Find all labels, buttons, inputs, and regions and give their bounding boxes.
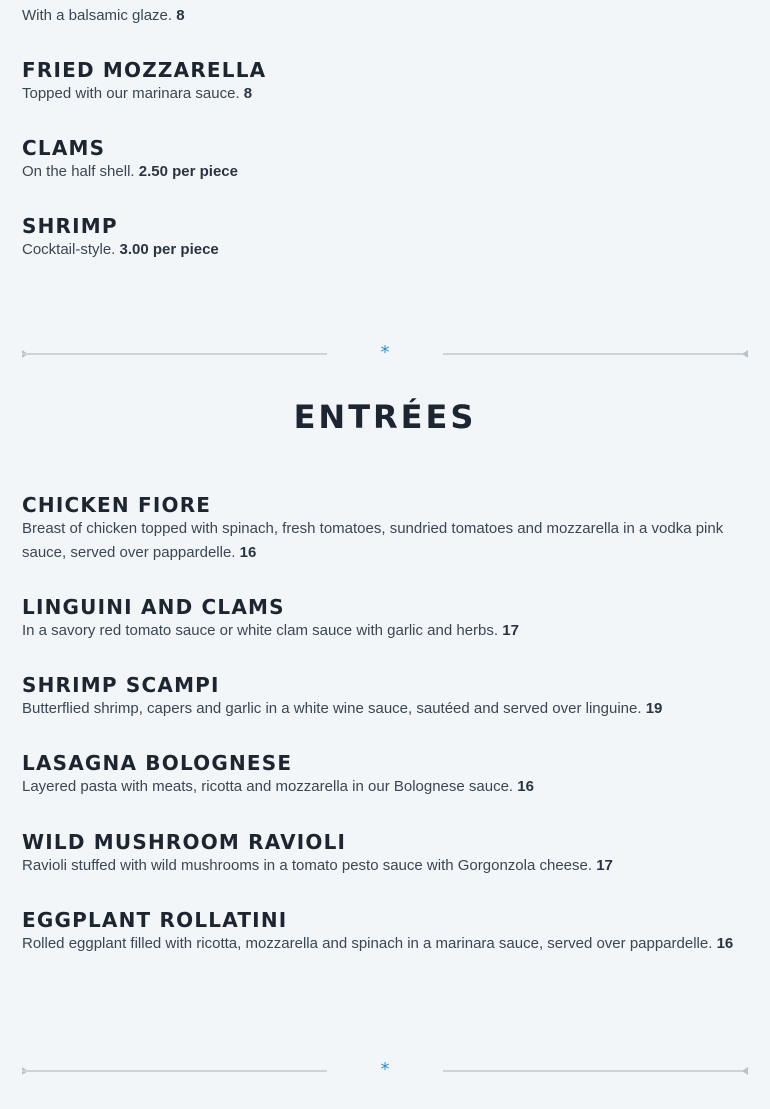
item-price: 8 [243,85,253,102]
menu-item-fried-mozzarella [22,58,748,106]
item-price: 2.50 per piece [138,163,238,180]
item-description [22,697,748,721]
item-price: 17 [502,622,519,639]
item-name: CHICKEN FIORE [22,493,212,517]
item-desc-text: Butterflied shrimp, capers and garlic in a white wine sauce, sautéed and served over linguine. [22,700,642,717]
item-desc-text: In a savory red tomato sauce or white clam sauce with garlic and herbs. [22,622,499,639]
divider-line-right [443,1070,748,1072]
item-desc-text: Ravioli stuffed with wild mushrooms in a tomato pesto sauce with Gorgonzola cheese. [22,857,593,874]
partial-item-desc-text: With a balsamic glaze. [22,7,173,24]
item-price: 16 [716,935,734,952]
item-desc-text: Layered pasta with meats, ricotta and mozzarella in our Bolognese sauce. [22,778,514,795]
item-name: EGGPLANT ROLLATINI [22,908,288,932]
item-price: 16 [239,544,257,561]
item-price: 3.00 per piece [119,241,219,258]
menu-item-shrimp-scampi [22,673,748,721]
item-description [22,238,748,262]
item-description [22,160,748,184]
item-description [22,854,748,878]
item-name: LINGUINI AND CLAMS [22,595,285,619]
menu-item-linguini-and-clams [22,595,748,643]
item-price: 17 [596,857,613,874]
partial-item-price: 8 [176,7,185,24]
item-name: LASAGNA BOLOGNESE [22,751,293,775]
item-desc-text: Breast of chicken topped with spinach, fresh tomatoes, sundried tomatoes and mozzarella in a vodka pink sauce, served over pappardelle. [22,520,724,561]
item-name: WILD MUSHROOM RAVIOLI [22,830,347,854]
item-price: 19 [645,700,663,717]
item-name: SHRIMP SCAMPI [22,673,220,697]
section-divider [22,1059,748,1080]
divider-cap-right [742,350,748,358]
divider-line-left [22,353,327,355]
item-description [22,932,748,956]
menu-item-clams [22,136,748,184]
menu-item-lasagna-bolognese [22,751,748,799]
item-desc-text: Rolled eggplant filled with ricotta, mozzarella and spinach in a marinara sauce, served over pappardelle. [22,935,713,952]
item-description [22,619,748,643]
item-description [22,517,748,565]
divider-line-left [22,1070,327,1072]
item-name: CLAMS [22,136,106,160]
asterisk-icon: * [380,1059,390,1080]
section-title-entrees: ENTRÉES [293,398,477,436]
item-name: SHRIMP [22,214,118,238]
menu-item-shrimp [22,214,748,262]
item-description [22,775,748,799]
menu-item-wild-mushroom-ravioli [22,830,748,878]
menu-item-chicken-fiore [22,493,748,565]
item-desc-text: Topped with our marinara sauce. [22,85,240,102]
item-description [22,82,748,106]
item-desc-text: On the half shell. [22,163,135,180]
menu-item-eggplant-rollatini [22,908,748,956]
divider-cap-right [742,1067,748,1075]
asterisk-icon: * [380,342,390,363]
item-desc-text: Cocktail-style. [22,241,116,258]
section-divider [22,342,748,363]
partial-item-description [22,4,185,28]
item-price: 16 [517,778,534,795]
divider-line-right [443,353,748,355]
item-name: FRIED MOZZARELLA [22,58,267,82]
